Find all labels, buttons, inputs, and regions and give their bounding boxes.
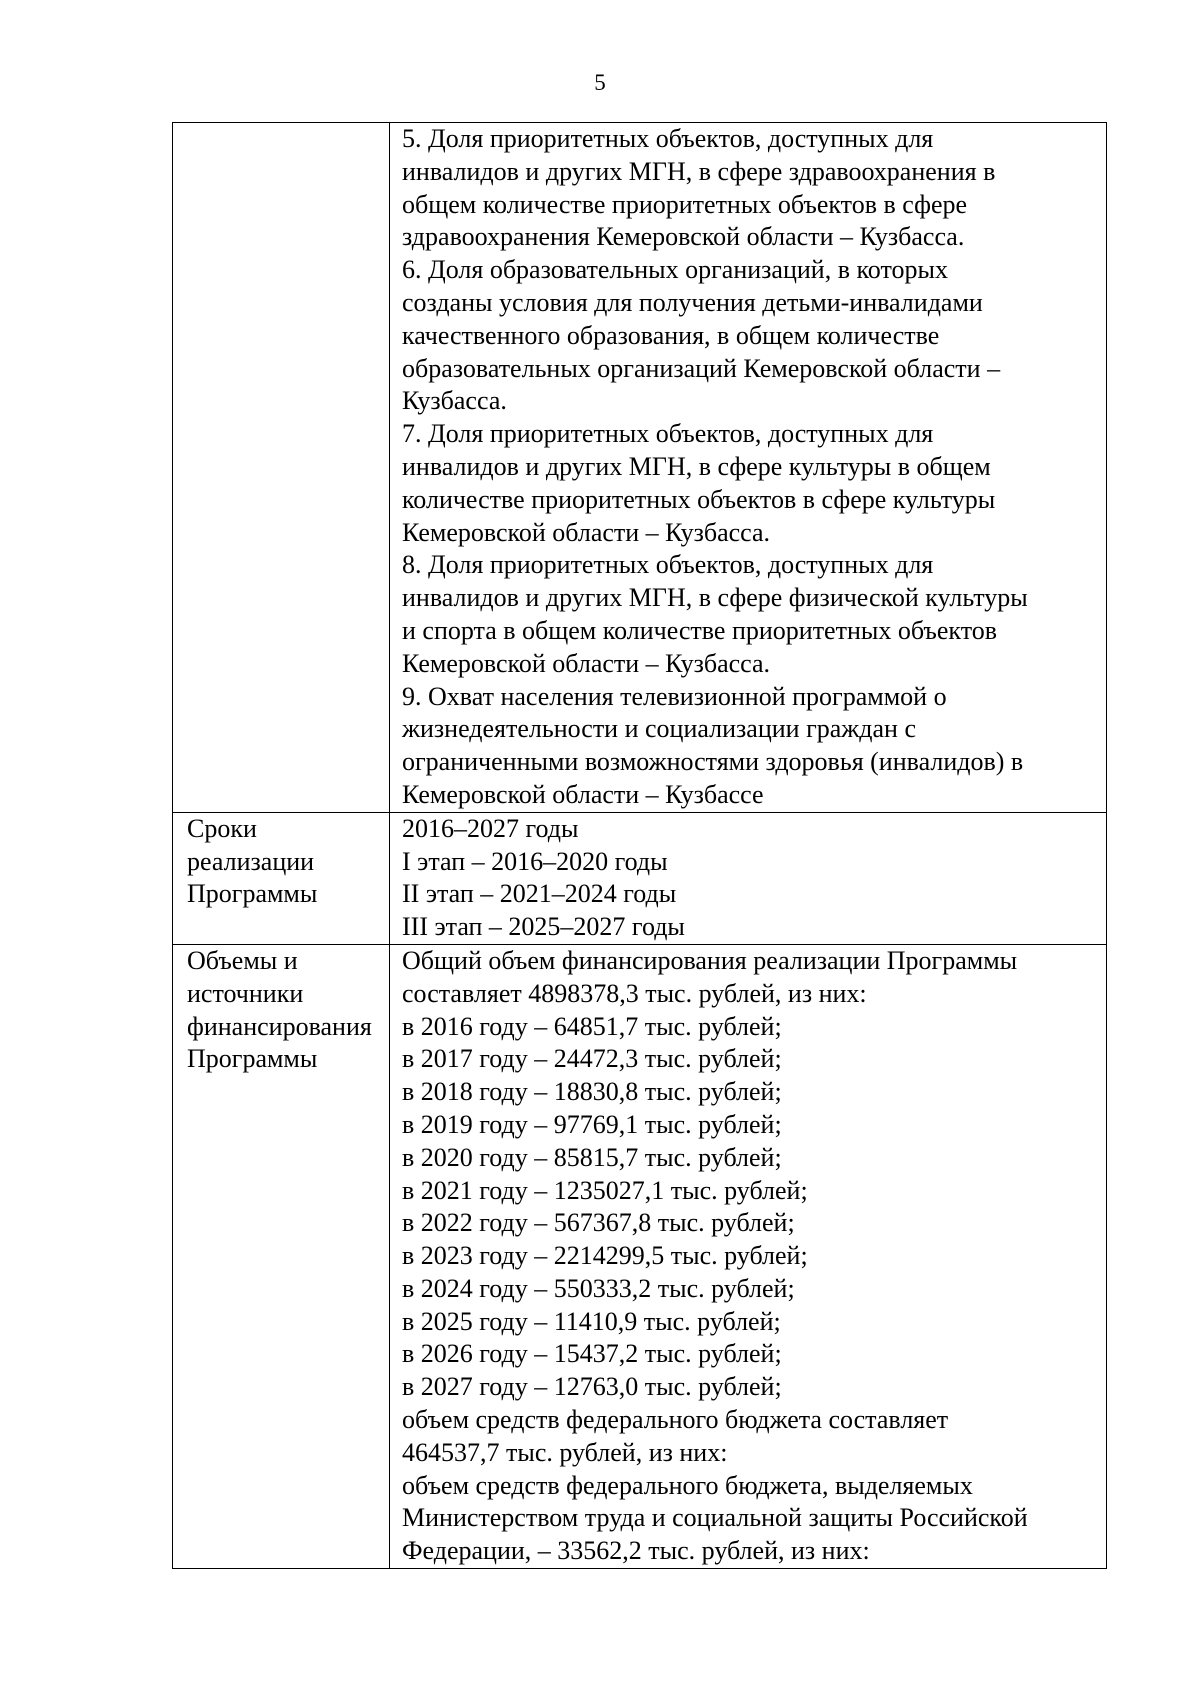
row-content-cell	[390, 944, 1107, 1568]
row-content-line: жизнедеятельности и социализации граждан с	[402, 714, 916, 744]
row-content-line: в 2017 году – 24472,3 тыс. рублей;	[402, 1044, 782, 1074]
page-number: 5	[594, 70, 606, 95]
row-content-line: в 2020 году – 85815,7 тыс. рублей;	[402, 1142, 782, 1172]
row-content-line: в 2022 году – 567367,8 тыс. рублей;	[402, 1208, 795, 1238]
row-content-line: и спорта в общем количестве приоритетных объектов	[402, 615, 997, 645]
row-label-line: Программы	[187, 879, 318, 909]
row-content-line: Федерации, – 33562,2 тыс. рублей, из них:	[402, 1536, 870, 1566]
row-content-line: в 2018 году – 18830,8 тыс. рублей;	[402, 1077, 782, 1107]
passport-table	[172, 122, 1107, 1569]
row-content-line: 2016–2027 годы	[402, 813, 579, 843]
row-content-line: составляет 4898378,3 тыс. рублей, из них:	[402, 978, 867, 1008]
row-label-line: Объемы и	[187, 945, 298, 975]
row-content-line: количестве приоритетных объектов в сфере культуры	[402, 484, 996, 514]
row-content-line: в 2023 году – 2214299,5 тыс. рублей;	[402, 1241, 808, 1271]
row-content-line: в 2024 году – 550333,2 тыс. рублей;	[402, 1273, 795, 1303]
row-content-line: инвалидов и других МГН, в сфере физической культуры	[402, 583, 1028, 613]
row-content-line: инвалидов и других МГН, в сфере культуры в общем	[402, 451, 991, 481]
row-label-line: финансирования	[187, 1011, 372, 1041]
row-content-line: образовательных организаций Кемеровской области –	[402, 353, 1001, 383]
row-content-line: в 2016 году – 64851,7 тыс. рублей;	[402, 1011, 782, 1041]
table-row-timeline	[173, 812, 1107, 944]
row-content-line: II этап – 2021–2024 годы	[402, 879, 677, 909]
row-content-line: 7. Доля приоритетных объектов, доступных для	[402, 419, 934, 449]
row-label-cell	[173, 944, 390, 1568]
row-content-line: 464537,7 тыс. рублей, из них:	[402, 1437, 728, 1467]
row-content-line: объем средств федерального бюджета составляет	[402, 1405, 949, 1435]
row-content-line: 9. Охват населения телевизионной программой о	[402, 681, 947, 711]
row-label-cell	[173, 123, 390, 813]
row-label-line: источники	[187, 978, 304, 1008]
row-content-line: 8. Доля приоритетных объектов, доступных для	[402, 550, 934, 580]
row-content-cell	[390, 123, 1107, 813]
row-content-line: объем средств федерального бюджета, выделяемых	[402, 1470, 973, 1500]
row-content-line: Кузбасса.	[402, 386, 507, 416]
row-content-line: Кемеровской области – Кузбасса.	[402, 517, 771, 547]
table-row-funding	[173, 944, 1107, 1568]
row-content-line: общем количестве приоритетных объектов в сфере	[402, 189, 968, 219]
row-content-line: 6. Доля образовательных организаций, в которых	[402, 255, 948, 285]
row-content-line: инвалидов и других МГН, в сфере здравоохранения в	[402, 156, 996, 186]
row-content-line: Общий объем финансирования реализации Программы	[402, 945, 1018, 975]
row-content-line: Министерством труда и социальной защиты Российской	[402, 1503, 1028, 1533]
row-content-line: в 2021 году – 1235027,1 тыс. рублей;	[402, 1175, 808, 1205]
row-label-cell	[173, 812, 390, 944]
row-content-line: Кемеровской области – Кузбассе	[402, 779, 764, 809]
row-content-line: в 2027 году – 12763,0 тыс. рублей;	[402, 1372, 782, 1402]
row-content-line: III этап – 2025–2027 годы	[402, 912, 685, 942]
row-label-line: Программы	[187, 1044, 318, 1074]
row-content-line: в 2026 году – 15437,2 тыс. рублей;	[402, 1339, 782, 1369]
row-label-line: реализации	[187, 846, 315, 876]
row-content-line: в 2019 году – 97769,1 тыс. рублей;	[402, 1109, 782, 1139]
row-content-line: Кемеровской области – Кузбасса.	[402, 648, 771, 678]
row-label-line: Сроки	[187, 813, 257, 843]
row-content-line: ограниченными возможностями здоровья (инвалидов) в	[402, 747, 1024, 777]
row-content-line: 5. Доля приоритетных объектов, доступных для	[402, 124, 934, 153]
row-content-cell	[390, 812, 1107, 944]
row-content-line: качественного образования, в общем количестве	[402, 320, 940, 350]
row-content-line: здравоохранения Кемеровской области – Кузбасса.	[402, 222, 965, 252]
row-content-line: I этап – 2016–2020 годы	[402, 846, 668, 876]
row-content-line: созданы условия для получения детьми-инвалидами	[402, 287, 983, 317]
row-content-line: в 2025 году – 11410,9 тыс. рублей;	[402, 1306, 781, 1336]
table-row-indicators	[173, 123, 1107, 813]
